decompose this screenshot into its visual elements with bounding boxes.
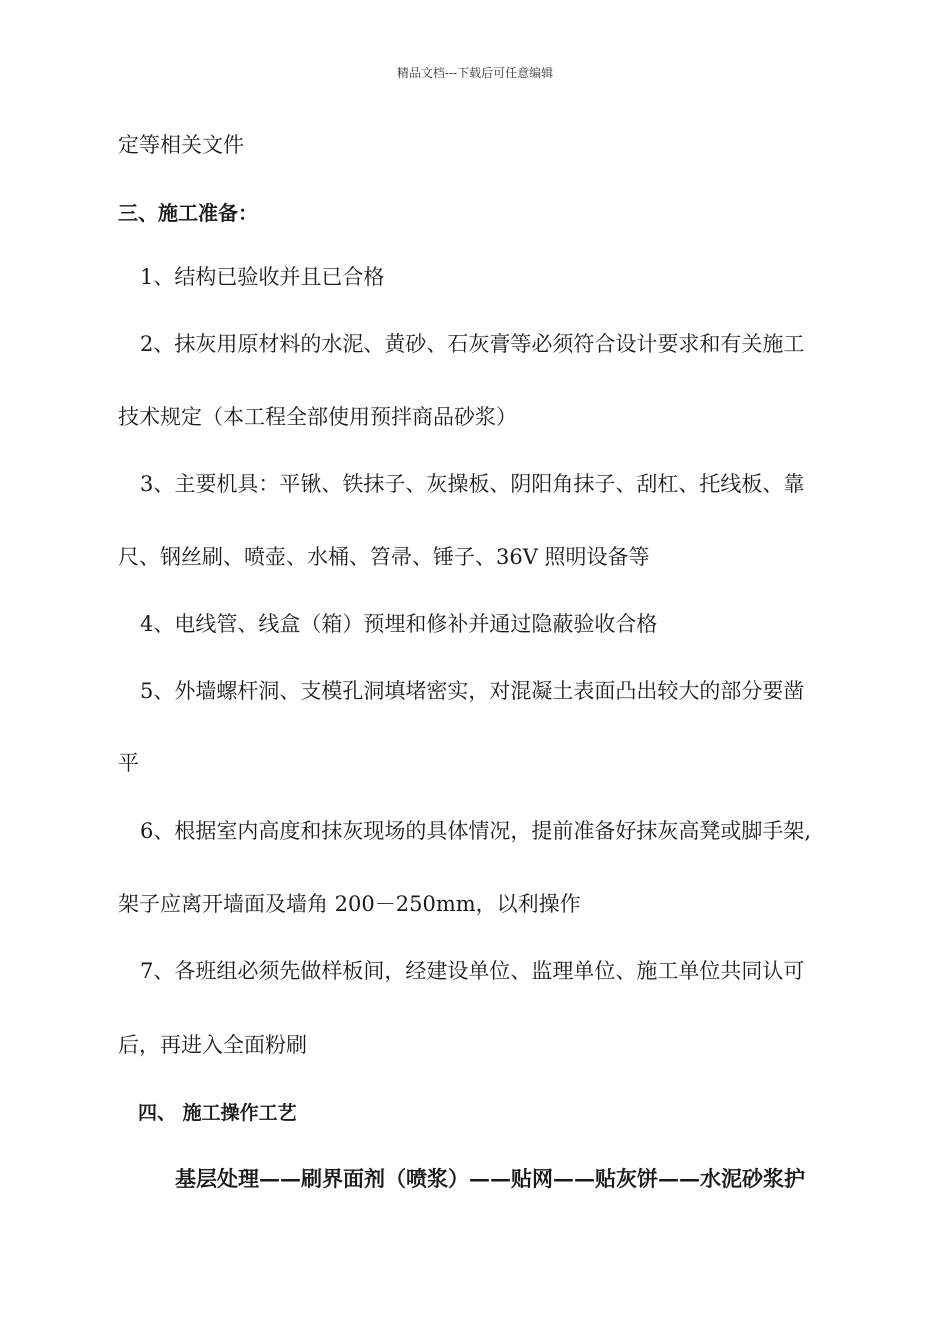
text-line: 7、各班组必须先做样板间，经建设单位、监理单位、施工单位共同认可 (140, 959, 805, 983)
text-line: 后，再进入全面粉刷 (118, 1033, 307, 1057)
text-line: 技术规定（本工程全部使用预拌商品砂浆） (118, 405, 517, 429)
text-line: 平 (118, 751, 139, 775)
text-line: 尺、钢丝刷、喷壶、水桶、笤帚、锤子、36V 照明设备等 (118, 545, 650, 569)
text-line: 定等相关文件 (118, 133, 244, 157)
page-header: 精品文档---下载后可任意编辑 (396, 66, 554, 80)
section-heading: 三、施工准备： (118, 201, 258, 225)
text-line: 5、外墙螺杆洞、支模孔洞填堵密实，对混凝土表面凸出较大的部分要凿 (140, 679, 805, 703)
text-line: 3、主要机具：平锹、铁抹子、灰操板、阴阳角抹子、刮杠、托线板、靠 (140, 472, 805, 496)
process-flow-line: 基层处理——刷界面剂（喷浆）——贴网——贴灰饼——水泥砂浆护 (175, 1166, 805, 1191)
text-line: 4、电线管、线盒（箱）预埋和修补并通过隐蔽验收合格 (140, 612, 658, 636)
text-line: 2、抹灰用原材料的水泥、黄砂、石灰膏等必须符合设计要求和有关施工 (140, 332, 805, 356)
section-heading: 四、 施工操作工艺 (138, 1102, 297, 1124)
text-line: 6、根据室内高度和抹灰现场的具体情况，提前准备好抹灰高凳或脚手架, (140, 819, 812, 843)
text-line: 架子应离开墙面及墙角 200－250mm，以利操作 (118, 892, 581, 916)
text-line: 1、结构已验收并且已合格 (140, 265, 385, 289)
